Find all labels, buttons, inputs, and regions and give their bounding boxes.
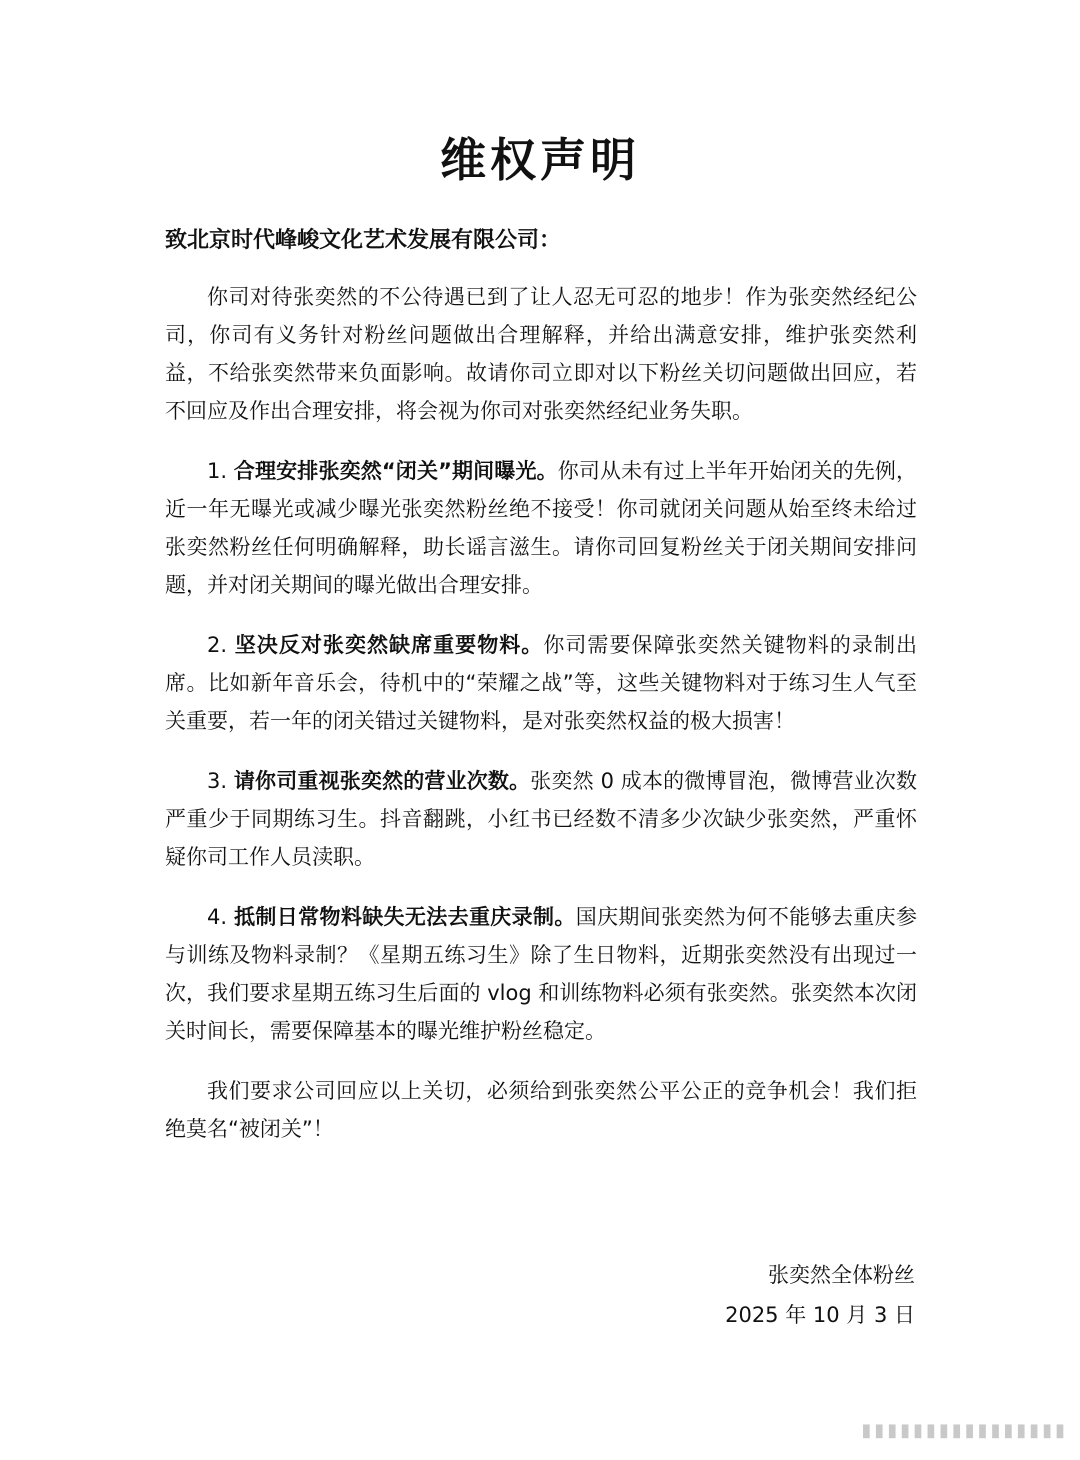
signature-block	[725, 1255, 915, 1335]
demand-item-3-text: 张奕然 0 成本的微博冒泡，微博营业次数严重少于同期练习生。抖音翻跳，小红书已经数不清多少次缺少张奕然，严重怀疑你司工作人员渎职。	[165, 769, 917, 869]
demand-item-3-heading: 请你司重视张奕然的营业次数。	[233, 769, 531, 793]
demand-item-4-text: 国庆期间张奕然为何不能够去重庆参与训练及物料录制？《星期五练习生》除了生日物料，近期张奕然没有出现过一次，我们要求星期五练习生后面的 vlog 和训练物料必须有张奕然。张奕然本次闭关时间长，需要保障基本的曝光维护粉丝稳定。	[165, 905, 917, 1043]
demand-item-1-text: 你司从未有过上半年开始闭关的先例，近一年无曝光或减少曝光张奕然粉丝绝不接受！你司就闭关问题从始至终未给过张奕然粉丝任何明确解释，助长谣言滋生。请你司回复粉丝关于闭关期间安排问题，并对闭关期间的曝光做出合理安排。	[165, 459, 918, 597]
demand-item-3	[165, 762, 917, 876]
demand-item-1-heading: 合理安排张奕然“闭关”期间曝光。	[233, 459, 558, 483]
closing-paragraph: 我们要求公司回应以上关切，必须给到张奕然公平公正的竞争机会！我们拒绝莫名“被闭关”！	[165, 1079, 917, 1141]
demand-item-1	[165, 452, 917, 604]
watermark-text: ▮▮▮▮▮▮▮▮▮▮▮▮▮▮▮▮	[861, 1420, 1068, 1441]
demand-item-1-number: 1.	[207, 459, 228, 483]
addressee-line: 致北京时代峰峻文化艺术发展有限公司：	[165, 228, 562, 253]
demand-item-3-number: 3.	[207, 769, 228, 793]
demand-item-4-heading: 抵制日常物料缺失无法去重庆录制。	[234, 905, 576, 929]
demand-item-2-text: 你司需要保障张奕然关键物料的录制出席。比如新年音乐会，待机中的“荣耀之战”等，这些关键物料对于练习生人气至关重要，若一年的闭关错过关键物料，是对张奕然权益的极大损害！	[165, 633, 917, 733]
statement-body	[165, 278, 917, 1170]
signature-name: 张奕然全体粉丝	[768, 1263, 915, 1287]
demand-item-4	[165, 898, 917, 1050]
signature-date: 2025 年 10 月 3 日	[725, 1303, 915, 1327]
watermark	[808, 1418, 1068, 1444]
demand-item-2-heading: 坚决反对张奕然缺席重要物料。	[234, 633, 544, 657]
intro-paragraph: 你司对待张奕然的不公待遇已到了让人忍无可忍的地步！作为张奕然经纪公司，你司有义务针对粉丝问题做出合理解释，并给出满意安排，维护张奕然利益，不给张奕然带来负面影响。故请你司立即对以下粉丝关切问题做出回应，若不回应及作出合理安排，将会视为你司对张奕然经纪业务失职。	[165, 285, 917, 423]
demand-item-2	[165, 626, 917, 740]
statement-title: 维权声明	[440, 133, 640, 187]
demand-item-2-number: 2.	[207, 633, 228, 657]
demand-item-4-number: 4.	[207, 905, 228, 929]
